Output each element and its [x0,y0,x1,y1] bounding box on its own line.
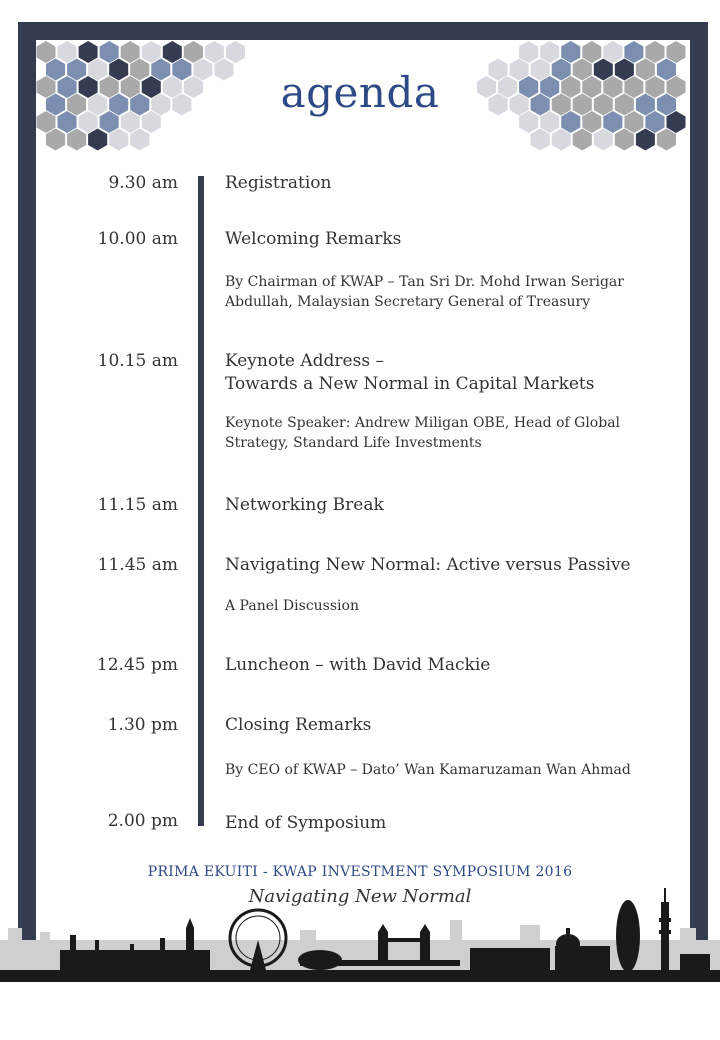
hexagon-shape [58,41,77,63]
agenda-title: Luncheon – with David Mackie [225,655,491,675]
hexagon-shape [109,59,128,81]
hexagon-shape [582,76,601,98]
hexagon-shape [657,59,676,81]
hexagon-shape [594,129,613,151]
hexagon-shape [624,41,643,63]
hexagon-shape [582,111,601,133]
hexagon-shape [531,59,550,81]
hexagon-shape [121,76,140,98]
hexagon-shape [100,76,119,98]
agenda-title: Networking Break [225,495,384,515]
hexagon-shape [594,94,613,116]
agenda-title: End of Symposium [225,813,387,833]
hexagon-shape [645,41,664,63]
hexagon-shape [531,129,550,151]
hexagon-shape [645,111,664,133]
hexagon-shape [46,129,65,151]
agenda-subtitle: A Panel Discussion [225,598,359,614]
hexagon-shape [603,41,622,63]
hexagon-shape [205,41,224,63]
hexagon-shape [540,41,559,63]
hexagon-shape [552,59,571,81]
hexagon-shape [552,129,571,151]
hexagon-shape [561,76,580,98]
hexagon-shape [58,111,77,133]
tagline-text: Navigating New Normal [248,886,472,907]
hexagon-shape [142,41,161,63]
agenda-time: 11.45 am [97,555,178,575]
agenda-title: Keynote Address – [225,351,384,371]
hexagon-shape [163,76,182,98]
city-skyline [0,880,720,1000]
hexagon-shape [121,111,140,133]
hexagon-shape [100,41,119,63]
hexagon-shape [79,111,98,133]
hexagon-shape [657,129,676,151]
agenda-subtitle: Keynote Speaker: Andrew Miligan OBE, Head of Global [225,415,621,431]
agenda-title: Navigating New Normal: Active versus Passive [225,555,631,575]
hexagon-shape [603,76,622,98]
agenda-subtitle: Abdullah, Malaysian Secretary General of Treasury [225,294,591,310]
hexagon-shape [67,59,86,81]
agenda-subtitle: By Chairman of KWAP – Tan Sri Dr. Mohd Irwan Serigar [225,274,624,290]
hexagon-shape [37,111,56,133]
hexagon-shape [615,129,634,151]
hexagon-shape [667,111,686,133]
hexagon-shape [667,41,686,63]
hexagon-shape [58,76,77,98]
hexagon-shape [88,94,107,116]
hexagon-shape [88,129,107,151]
hexagon-shape [142,76,161,98]
hexagon-shape [121,41,140,63]
agenda-title: Towards a New Normal in Capital Markets [225,374,595,394]
hexagon-shape [552,94,571,116]
hexagon-shape [636,94,655,116]
hexagon-shape [184,41,203,63]
hexagon-shape [540,111,559,133]
hexagon-shape [573,59,592,81]
timeline-bar [198,176,204,826]
hexagon-shape [46,94,65,116]
hexagon-shape [88,59,107,81]
hexagon-shape [67,94,86,116]
hexagon-shape [561,41,580,63]
hexagon-shape [573,129,592,151]
hexagon-shape [615,59,634,81]
hexagon-shape [636,129,655,151]
hexagon-shape [519,41,538,63]
hexagon-shape [151,59,170,81]
hexagon-shape [109,129,128,151]
hexagon-shape [519,111,538,133]
agenda-title: Closing Remarks [225,715,372,735]
hexagon-shape [624,111,643,133]
hexagon-shape [130,59,149,81]
hexagon-shape [573,94,592,116]
hexagon-shape [667,76,686,98]
agenda-time: 10.00 am [97,229,178,249]
agenda-time: 1.30 pm [107,715,178,735]
hexagon-shape [151,94,170,116]
hexagon-shape [615,94,634,116]
hexagon-shape [37,41,56,63]
agenda-time: 9.30 am [108,173,178,193]
hexagon-shape [531,94,550,116]
hexagon-shape [130,129,149,151]
agenda-subtitle: Strategy, Standard Life Investments [225,435,482,451]
hexagon-shape [163,41,182,63]
hexagon-shape [37,76,56,98]
hexagon-shape [79,76,98,98]
agenda-time: 12.45 pm [96,655,178,675]
hexagon-shape [142,111,161,133]
organizer-text: PRIMA EKUITI - KWAP INVESTMENT SYMPOSIUM 2016 [147,864,573,880]
hexagon-shape [226,41,245,63]
hexagon-shape [540,76,559,98]
hexagon-shape [100,111,119,133]
hexagon-shape [645,76,664,98]
hexagon-shape [109,94,128,116]
hexagon-shape [561,111,580,133]
agenda-time: 2.00 pm [107,811,178,831]
hexagon-shape [172,94,191,116]
hexagon-shape [657,94,676,116]
hexagon-shape [603,111,622,133]
agenda-time: 10.15 am [97,351,178,371]
page-title: agenda [280,68,440,117]
agenda-time: 11.15 am [97,495,178,515]
hexagon-shape [67,129,86,151]
agenda-subtitle: By CEO of KWAP – Dato’ Wan Kamaruzaman Wan Ahmad [225,762,631,778]
hexagon-shape [519,76,538,98]
hexagon-shape [46,59,65,81]
hexagon-shape [130,94,149,116]
hexagon-shape [172,59,191,81]
agenda-title: Registration [225,173,332,193]
agenda-title: Welcoming Remarks [225,229,402,249]
hexagon-shape [636,59,655,81]
hexagon-shape [594,59,613,81]
hexagon-shape [624,76,643,98]
hexagon-shape [79,41,98,63]
hexagon-shape [582,41,601,63]
